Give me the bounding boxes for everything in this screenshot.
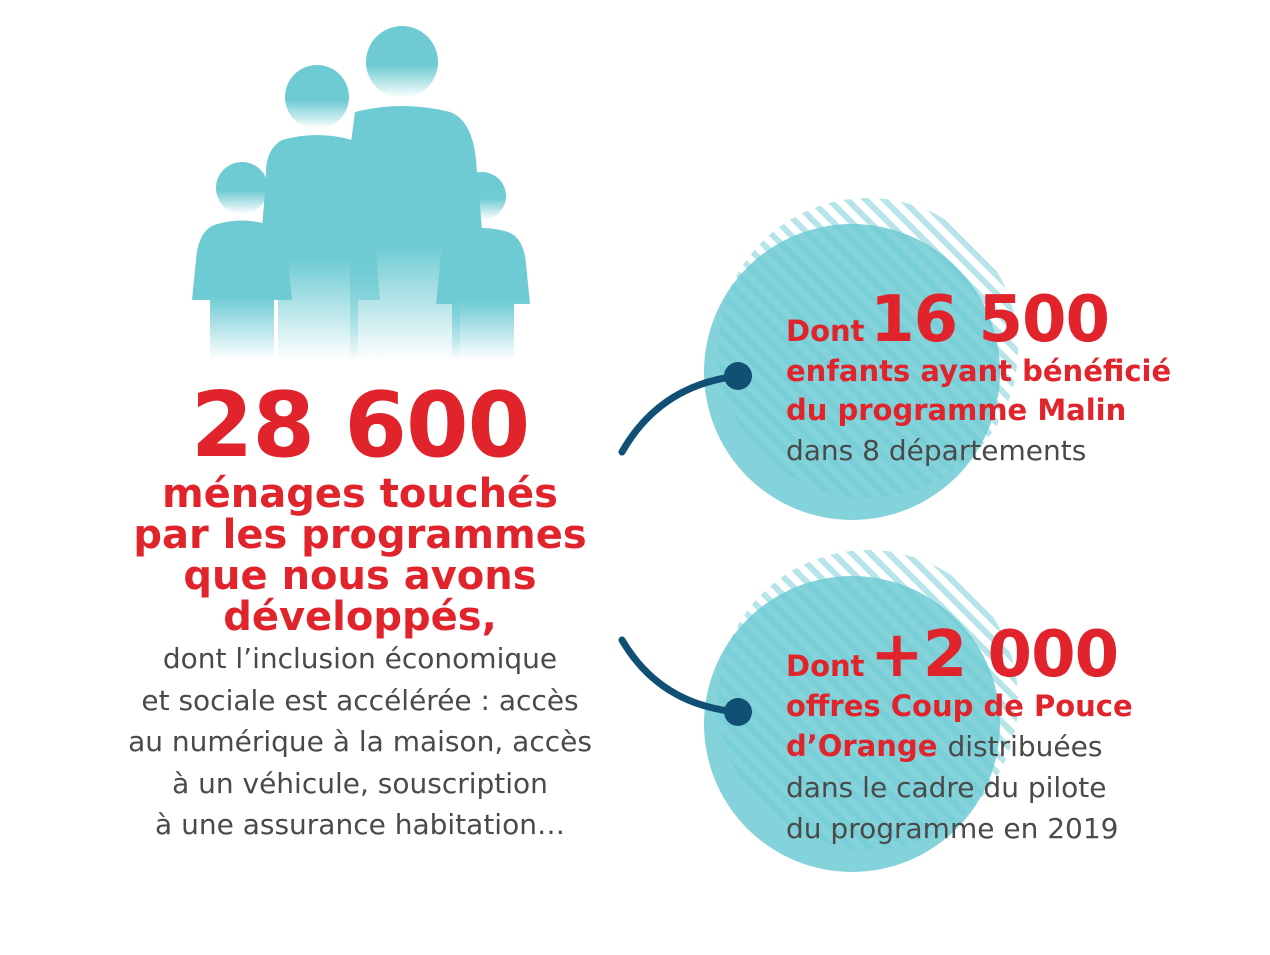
stat2-orange: d’Orange [786, 729, 938, 763]
body-line-1: dont l’inclusion économique [162, 642, 558, 675]
stat2-line-2 [786, 726, 1256, 767]
body-line-4: à un véhicule, souscription [172, 766, 548, 800]
headline-line-2: par les programmes [133, 512, 587, 558]
body-line-3: au numérique à la maison, accès [128, 725, 592, 758]
stat2-number: +2 000 [870, 618, 1119, 692]
stat2-line-3: dans le cadre du pilote [786, 771, 1107, 804]
stat1-line-2: du programme Malin [786, 393, 1127, 427]
stat2-line-4: du programme en 2019 [786, 812, 1119, 845]
family-icon [170, 20, 550, 360]
body-line-2: et sociale est accélérée : accès [141, 683, 579, 717]
stat1-line-3: dans 8 départements [786, 434, 1087, 467]
stat2-distributed: distribuées [947, 730, 1103, 763]
stat1-number: 16 500 [870, 283, 1110, 357]
headline-line-4: développés, [223, 594, 497, 640]
children-stat [786, 283, 1256, 471]
stat2-line-1: offres Coup de Pouce [786, 689, 1133, 723]
headline-line-1: ménages touchés [162, 471, 558, 517]
stat2-prefix: Dont [786, 649, 865, 683]
main-stat-block [60, 373, 660, 846]
households-number: 28 600 [190, 373, 530, 478]
body-line-5: à une assurance habitation… [155, 808, 565, 841]
stat1-prefix: Dont [786, 314, 865, 348]
stat1-line-1: enfants ayant bénéficié [786, 354, 1172, 388]
offers-stat [786, 618, 1256, 849]
headline-line-3: que nous avons [183, 553, 537, 599]
